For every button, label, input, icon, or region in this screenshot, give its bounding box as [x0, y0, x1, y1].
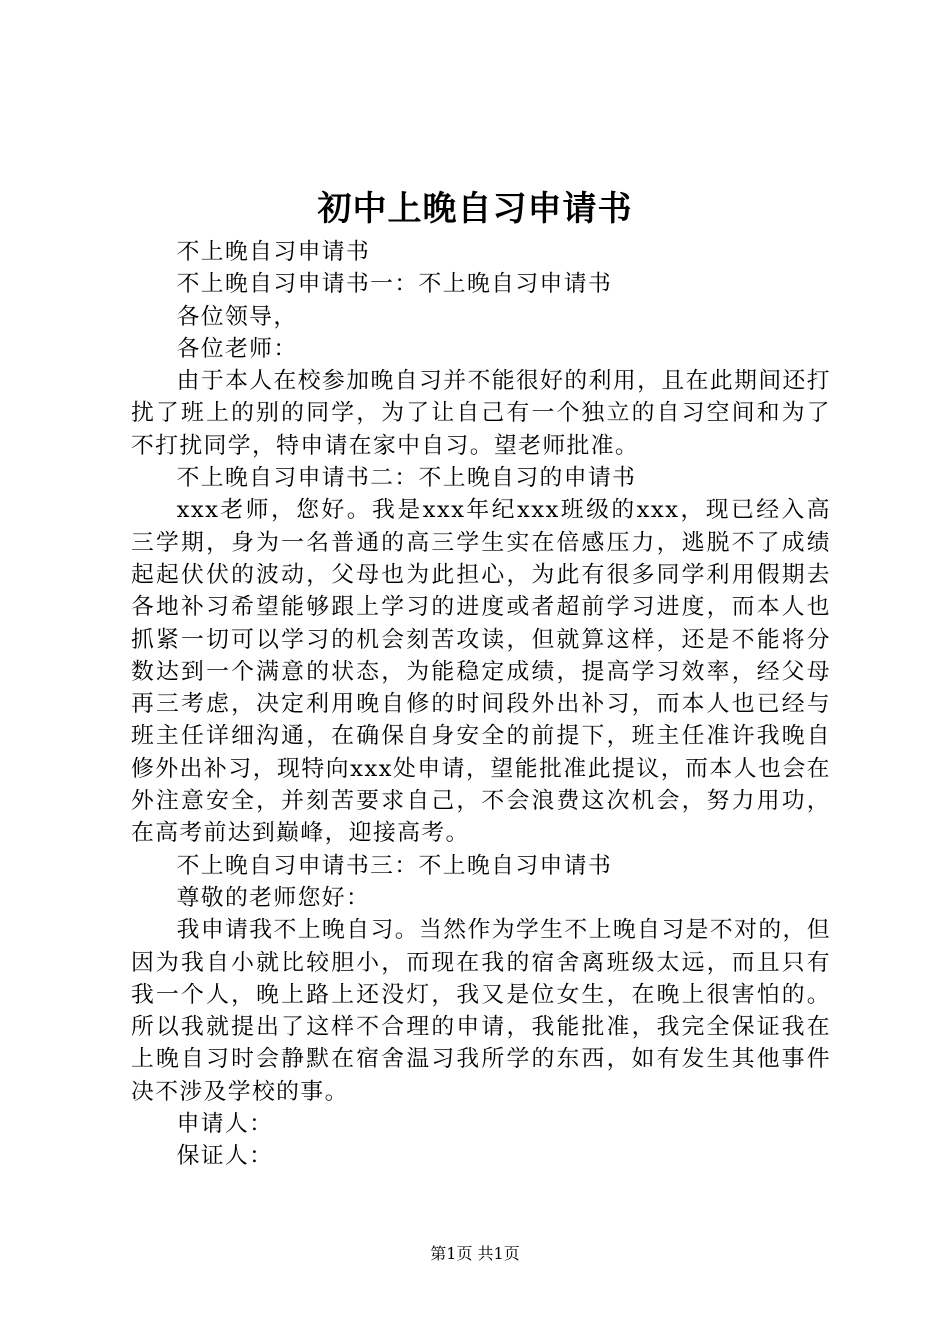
paragraph-salutation-teachers: 各位老师：: [176, 335, 298, 362]
page-footer: 第1页 共1页: [430, 1244, 520, 1263]
paragraph-section-one-title: 不上晚自习申请书一：不上晚自习申请书: [176, 271, 613, 298]
paragraph-section-one-body: 由于本人在校参加晚自习并不能很好的利用，且在此期间还打扰了班上的别的同学，为了让自己有一个独立的自习空间和为了不打扰同学，特申请在家中自习。望老师批准。: [131, 368, 831, 459]
paragraph-section-two-title: 不上晚自习申请书二：不上晚自习的申请书: [176, 465, 637, 492]
paragraph-greeting: 尊敬的老师您好：: [176, 884, 371, 911]
paragraph-heading: 不上晚自习申请书: [176, 239, 371, 265]
paragraph-section-three-title: 不上晚自习申请书三：不上晚自习申请书: [176, 852, 613, 879]
paragraph-guarantor: 保证人：: [176, 1143, 274, 1170]
paragraph-section-two-body: xxx老师，您好。我是xxx年纪xxx班级的xxx，现已经入高三学期，身为一名普通的高三学生实在倍感压力，逃脱不了成绩起起伏伏的波动，父母也为此担心，为此有很多同学利用假期去各地补习希望能够跟上学习的进度或者超前学习进度，而本人也抓紧一切可以学习的机会刻苦攻读，但就算这样，还是不能将分数达到一个满意的状态，为能稳定成绩，提高学习效率，经父母再三考虑，决定利用晚自修的时间段外出补习，而本人也已经与班主任详细沟通，在确保自身安全的前提下，班主任准许我晚自修外出补习，现特向xxx处申请，望能批准此提议，而本人也会在外注意安全，并刻苦要求自己，不会浪费这次机会，努力用功，在高考前达到巅峰，迎接高考。: [131, 497, 831, 847]
page-title: 初中上晚自习申请书: [317, 189, 633, 229]
paragraph-section-three-body: 我申请我不上晚自习。当然作为学生不上晚自习是不对的，但因为我自小就比较胆小，而现在我的宿舍离班级太远，而且只有我一个人，晚上路上还没灯，我又是位女生，在晚上很害怕的。所以我就提出了这样不合理的申请，我能批准，我完全保证我在上晚自习时会静默在宿舍温习我所学的东西，如有发生其他事件决不涉及学校的事。: [131, 917, 831, 1105]
paragraph-salutation-leaders: 各位领导，: [176, 303, 298, 330]
paragraph-applicant: 申请人：: [176, 1111, 274, 1138]
document-body: [131, 236, 831, 1173]
